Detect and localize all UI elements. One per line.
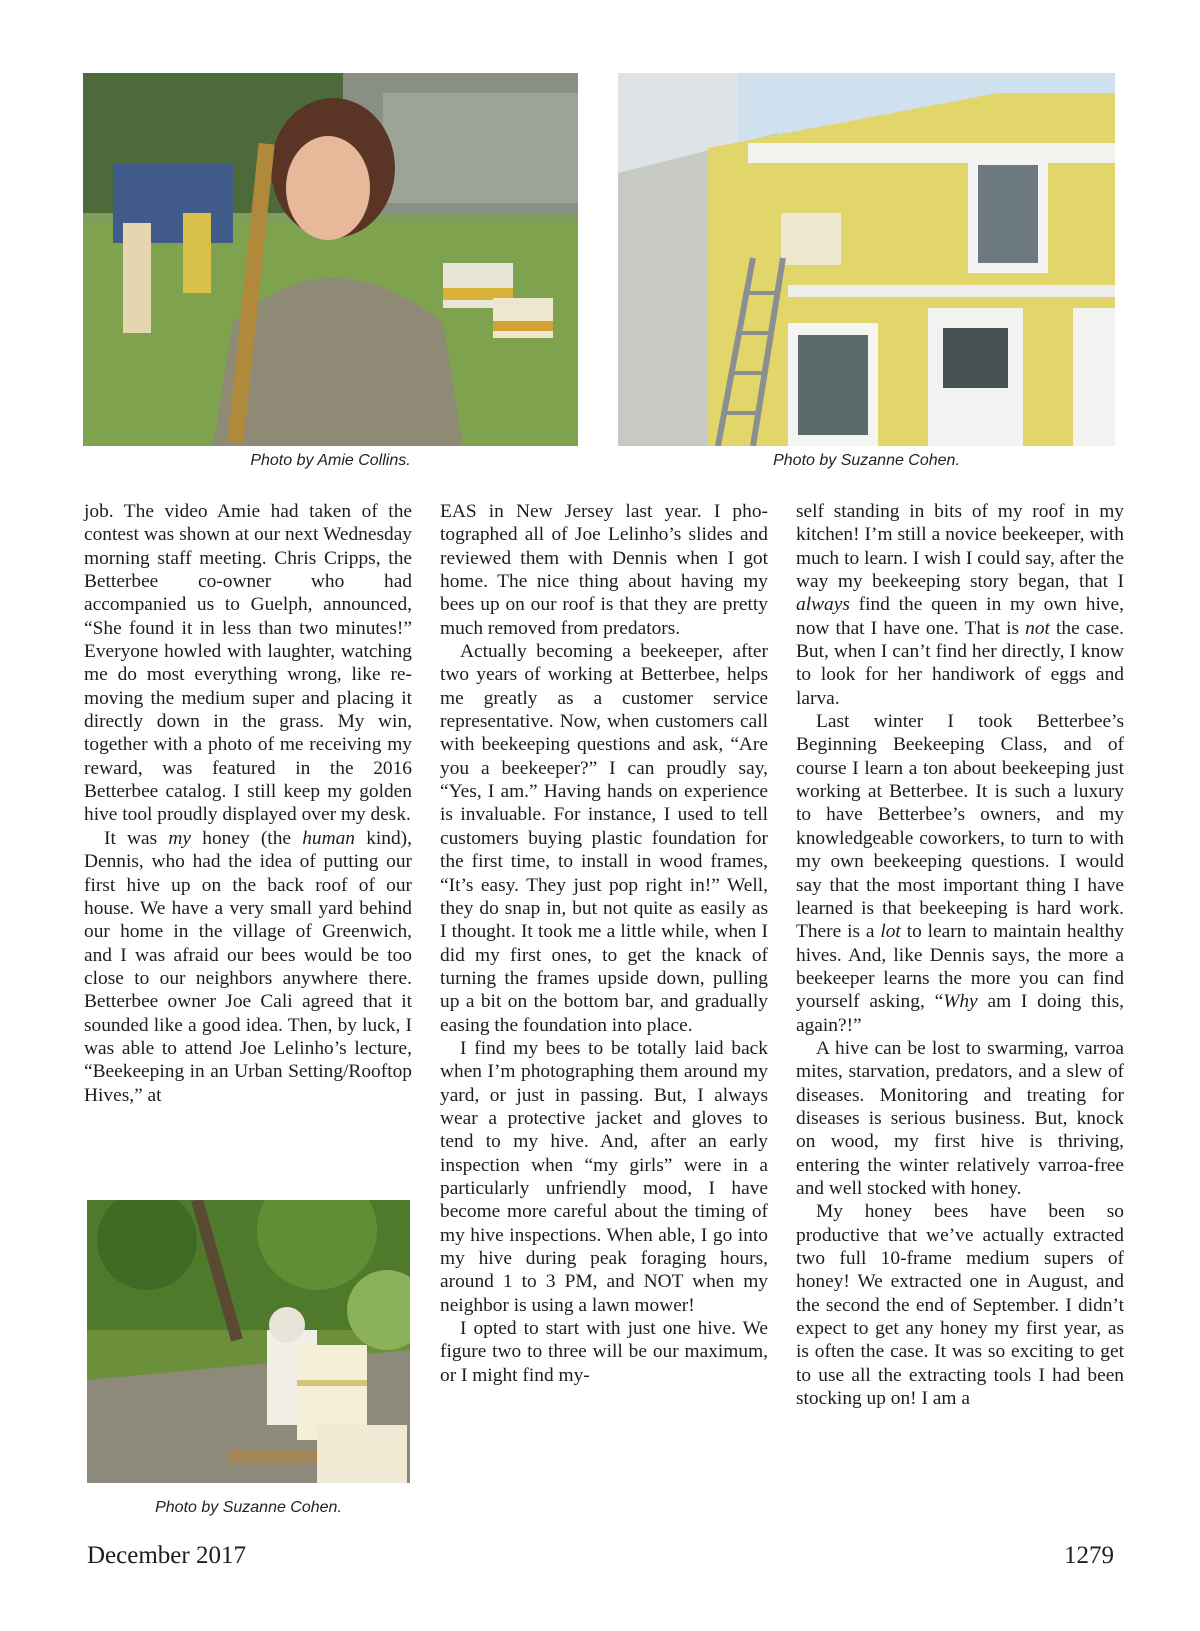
photo-beekeeper-on-roof [87, 1200, 410, 1483]
caption-top-right: Photo by Suzanne Cohen. [773, 452, 960, 469]
paragraph: I opted to start with just one hive. We figure two to three will be our maximum, or I might find my- [440, 1318, 768, 1386]
paragraph: My honey bees have been so productive that we’ve actually extracted two full 10-frame medium supers of honey! We extracted one in August, and the second the end of September. I didn’t expect to get any honey my first year, as is often the case. It was so exciting to get to use all the extracting tools I had been stocking up on! I am a [796, 1201, 1124, 1410]
text-column-1 [84, 500, 412, 1107]
issue-date: December 2017 [87, 1542, 246, 1569]
paragraph: It was my honey (the human kind), Dennis, who had the idea of putting our first hive up on the back roof of our house. We have a very small yard behind our home in the village of Greenwich, and I was afraid our bees would be too close to our neighbors anywhere there. Betterbee owner Joe Cali agreed that it sounded like a good idea. Then, by luck, I was able to attend Joe Lelinho’s lecture, “Beekeeping in an Urban Setting/Rooftop Hives,” at [84, 827, 412, 1106]
paragraph: Last winter I took Betterbee’s Beginning Beekeeping Class, and of course I learn a ton about beekeeping just working at Betterbee. It is such a luxury to have Betterbee’s owners, and my knowledgeable coworkers, to turn to with my own beekeeping questions. I would say that the most important thing I have learned is that beekeeping is hard work. There is a lot to learn to maintain healthy hives. And, like Dennis says, the more a beekeeper learns the more you can find yourself asking, “Why am I doing this, again?!” [796, 711, 1124, 1036]
caption-bottom-left: Photo by Suzanne Cohen. [155, 1499, 342, 1516]
photo-woman-with-hive-tool [83, 73, 578, 446]
page-number: 1279 [1064, 1542, 1114, 1569]
paragraph: EAS in New Jersey last year. I photographed all of Joe Lelinho’s slides and reviewed them with Dennis when I got home. The nice thing about having my bees up on our roof is that they are pretty much removed from predators. [440, 501, 768, 639]
paragraph: A hive can be lost to swarming, varroa mites, starvation, predators, and a slew of diseases. Monitoring and treating for diseases is serious business. But, knock on wood, my first hive is thriving, entering the winter relatively varroa-free and well stocked with honey. [796, 1037, 1124, 1199]
paragraph: job. The video Amie had taken of the contest was shown at our next Wednesday morning staff meeting. Chris Cripps, the Betterbee co-owner who had accompanied us to Guelph, announced, “She found it in less than two minutes!” Everyone howled with laughter, watching me do most everything wrong, like removing the medium super and placing it directly down in the grass. My win, together with a photo of me receiving my reward, was featured in the 2016 Betterbee catalog. I still keep my golden hive tool proudly displayed over my desk. [84, 501, 412, 826]
caption-top-left: Photo by Amie Collins. [250, 452, 411, 469]
photo-rooftop-hive-house [618, 73, 1115, 446]
paragraph: self standing in bits of my roof in my kitchen! I’m still a novice beekeeper, with much to learn. I wish I could say, after the way my beekeeping story began, that I always find the queen in my own hive, now that I have one. That is not the case. But, when I can’t find her directly, I know to look for her handiwork of eggs and larva. [796, 501, 1124, 709]
paragraph: Actually becoming a beekeeper, after two years of working at Betterbee, helps me greatly as a customer service representative. Now, when customers call with beekeeping questions and ask, “Are you a beekeeper?” I can proudly say, “Yes, I am.” Having hands on experience is invaluable. For instance, I used to tell customers buying plastic foundation for the first time, to install in wood frames, “It’s easy. They just pop right in!” Well, they do snap in, but not quite as easily as I thought. It took me a little while, when I did my first ones, to get the knack of turning the frames upside down, pulling up a bit on the bottom bar, and gradually easing the foundation into place. [440, 641, 768, 1036]
text-column-2 [440, 500, 768, 1387]
text-column-3 [796, 500, 1124, 1410]
paragraph: I find my bees to be totally laid back when I’m photographing them around my yard, or just in passing. But, I always wear a protective jacket and gloves to tend to my hive. And, after an early inspection when “my girls” were in a particularly unfriendly mood, I have become more careful about the timing of my hive inspections. When able, I go into my hive during peak foraging hours, around 1 to 3 PM, and NOT when my neighbor is using a lawn mower! [440, 1037, 768, 1316]
